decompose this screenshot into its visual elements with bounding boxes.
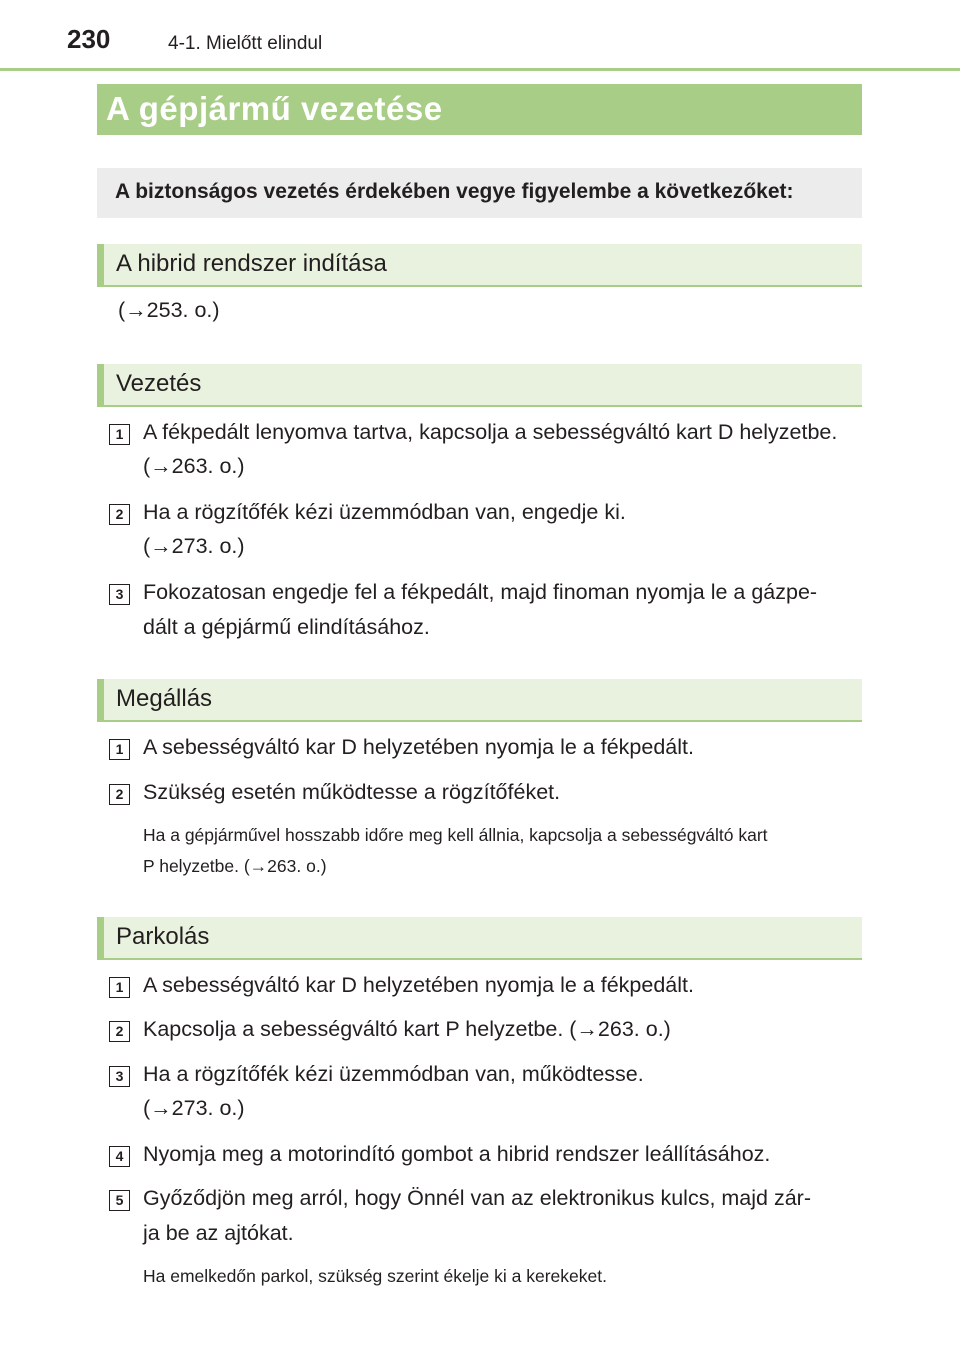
section-heading-label: A hibrid rendszer indítása — [116, 250, 387, 277]
step-text: (→273. o.) — [143, 534, 245, 558]
step-text: Ha a rögzítőfék kézi üzemmódban van, engedje ki. — [143, 500, 626, 524]
chapter-title: 4-1. Mielőtt elindul — [168, 33, 323, 54]
page-title: A gépjármű vezetése — [106, 90, 443, 127]
step-text: Győződjön meg arról, hogy Önnél van az elektronikus kulcs, majd zár- — [143, 1186, 812, 1210]
step-number: 5 — [109, 1190, 130, 1211]
step-text: Ha a rögzítőfék kézi üzemmódban van, működtesse. — [143, 1062, 644, 1086]
step-text: dált a gépjármű elindításához. — [143, 615, 430, 639]
step-number: 3 — [109, 584, 130, 605]
section-heading-start — [97, 244, 862, 287]
note-text: P helyzetbe. (→263. o.) — [143, 856, 327, 876]
step-number: 2 — [109, 784, 130, 805]
note-text: Ha a gépjárművel hosszabb időre meg kell állnia, kapcsolja a sebességváltó kart — [143, 825, 768, 845]
section-heading-label: Vezetés — [116, 370, 202, 397]
step-text: (→263. o.) — [143, 454, 245, 478]
section-reference: (→253. o.) — [118, 298, 220, 322]
section-heading-parking — [97, 917, 862, 960]
step-number: 1 — [109, 977, 130, 998]
step-text: A fékpedált lenyomva tartva, kapcsolja a sebességváltó kart D helyzetbe. — [143, 420, 838, 444]
intro-text: A biztonságos vezetés érdekében vegye figyelembe a következőket: — [115, 180, 794, 203]
intro-box — [97, 168, 862, 218]
step-number: 3 — [109, 1066, 130, 1087]
step-text: ja be az ajtókat. — [143, 1221, 294, 1245]
step-number: 2 — [109, 1021, 130, 1042]
step-text: (→273. o.) — [143, 1096, 245, 1120]
step-number: 1 — [109, 739, 130, 760]
page-header — [0, 0, 960, 71]
note-text: Ha emelkedőn parkol, szükség szerint ékelje ki a kerekeket. — [143, 1266, 607, 1286]
step-number: 2 — [109, 504, 130, 525]
section-heading-stopping — [97, 679, 862, 722]
page-number: 230 — [67, 24, 111, 54]
step-text: Szükség esetén működtesse a rögzítőféket. — [143, 780, 561, 804]
section-heading-label: Megállás — [116, 685, 213, 712]
step-text: A sebességváltó kar D helyzetében nyomja le a fékpedált. — [143, 735, 694, 759]
step-text: A sebességváltó kar D helyzetében nyomja le a fékpedált. — [143, 973, 694, 997]
step-number: 1 — [109, 424, 130, 445]
section-heading-label: Parkolás — [116, 923, 210, 950]
step-number: 4 — [109, 1146, 130, 1167]
step-text: Kapcsolja a sebességváltó kart P helyzetbe. (→263. o.) — [143, 1017, 671, 1041]
step-text: Fokozatosan engedje fel a fékpedált, majd finoman nyomja le a gázpe- — [143, 580, 818, 604]
page-title-bar — [97, 84, 862, 135]
section-heading-driving — [97, 364, 862, 407]
step-text: Nyomja meg a motorindító gombot a hibrid rendszer leállításához. — [143, 1142, 771, 1166]
